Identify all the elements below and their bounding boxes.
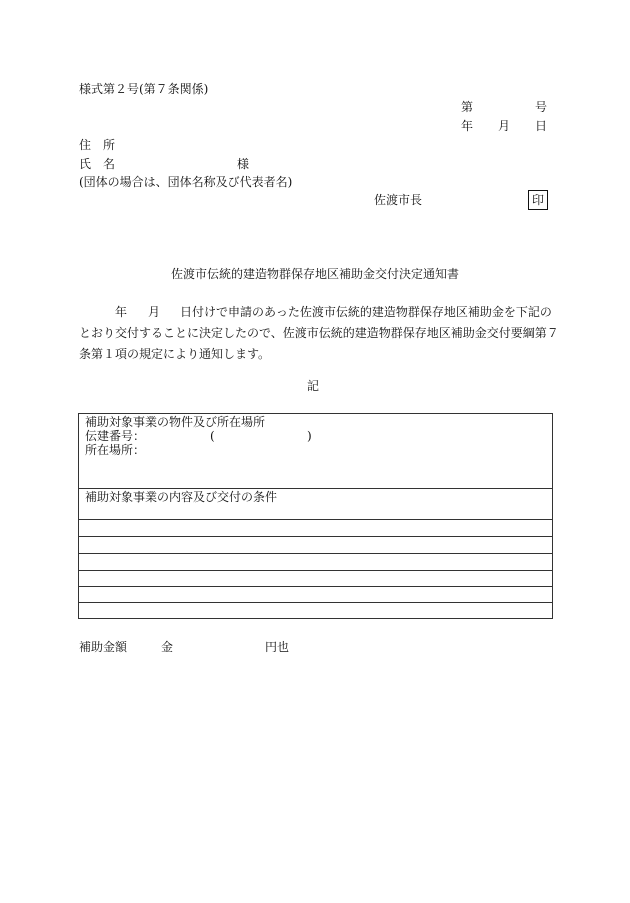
blank-cell — [79, 537, 553, 554]
subsidy-amount-label: 補助金額 — [79, 640, 128, 654]
building-number-paren-close: ) — [307, 429, 312, 443]
document-number-prefix: 第 — [461, 100, 474, 114]
details-table — [78, 413, 553, 619]
property-cell — [79, 414, 553, 489]
ki-heading: 記 — [307, 379, 320, 393]
organization-note: (団体の場合は、団体名称及び代表者名) — [79, 175, 293, 189]
blank-cell — [79, 554, 553, 571]
blank-row — [79, 537, 553, 554]
property-heading: 補助対象事業の物件及び所在場所 — [85, 415, 266, 429]
issuer-title: 佐渡市長 — [374, 193, 423, 207]
name-label: 氏 名 — [79, 157, 116, 171]
body-line-1-text: 日付けで申請のあった佐渡市伝統的建造物群保存地区補助金を下記の — [180, 305, 552, 319]
property-row — [79, 414, 553, 489]
amount-prefix: 金 — [161, 640, 174, 654]
conditions-heading-row — [79, 489, 553, 520]
building-number-label: 伝建番号： — [85, 429, 146, 443]
date-month-label: 月 — [498, 119, 511, 133]
blank-row — [79, 603, 553, 619]
body-line-3: 条第１項の規定により通知します。 — [79, 347, 271, 361]
date-day-label: 日 — [535, 119, 548, 133]
location-label: 所在場所： — [85, 443, 146, 457]
blank-row — [79, 571, 553, 587]
body-line-1 — [79, 302, 554, 323]
body-year-label: 年 — [115, 305, 128, 319]
document-number-suffix: 号 — [535, 100, 548, 114]
seal-box: 印 — [528, 190, 548, 210]
blank-row — [79, 587, 553, 603]
blank-cell — [79, 571, 553, 587]
notice-body — [79, 302, 559, 365]
address-label: 住 所 — [79, 138, 116, 152]
conditions-heading: 補助対象事業の内容及び交付の条件 — [85, 490, 278, 504]
amount-suffix: 円也 — [265, 640, 290, 654]
building-number-paren-open: ( — [210, 429, 215, 443]
blank-cell — [79, 520, 553, 537]
blank-row — [79, 520, 553, 537]
blank-row — [79, 554, 553, 571]
body-line-2: とおり交付することに決定したので、佐渡市伝統的建造物群保存地区補助金交付要綱第７ — [79, 326, 559, 340]
conditions-cell — [79, 489, 553, 520]
building-number-line — [85, 429, 546, 443]
form-label: 様式第２号(第７条関係) — [79, 82, 209, 96]
body-month-label: 月 — [148, 305, 161, 319]
document-title: 佐渡市伝統的建造物群保存地区補助金交付決定通知書 — [170, 267, 459, 281]
honorific-sama: 様 — [237, 157, 250, 171]
blank-cell — [79, 603, 553, 619]
date-year-label: 年 — [461, 119, 474, 133]
blank-cell — [79, 587, 553, 603]
